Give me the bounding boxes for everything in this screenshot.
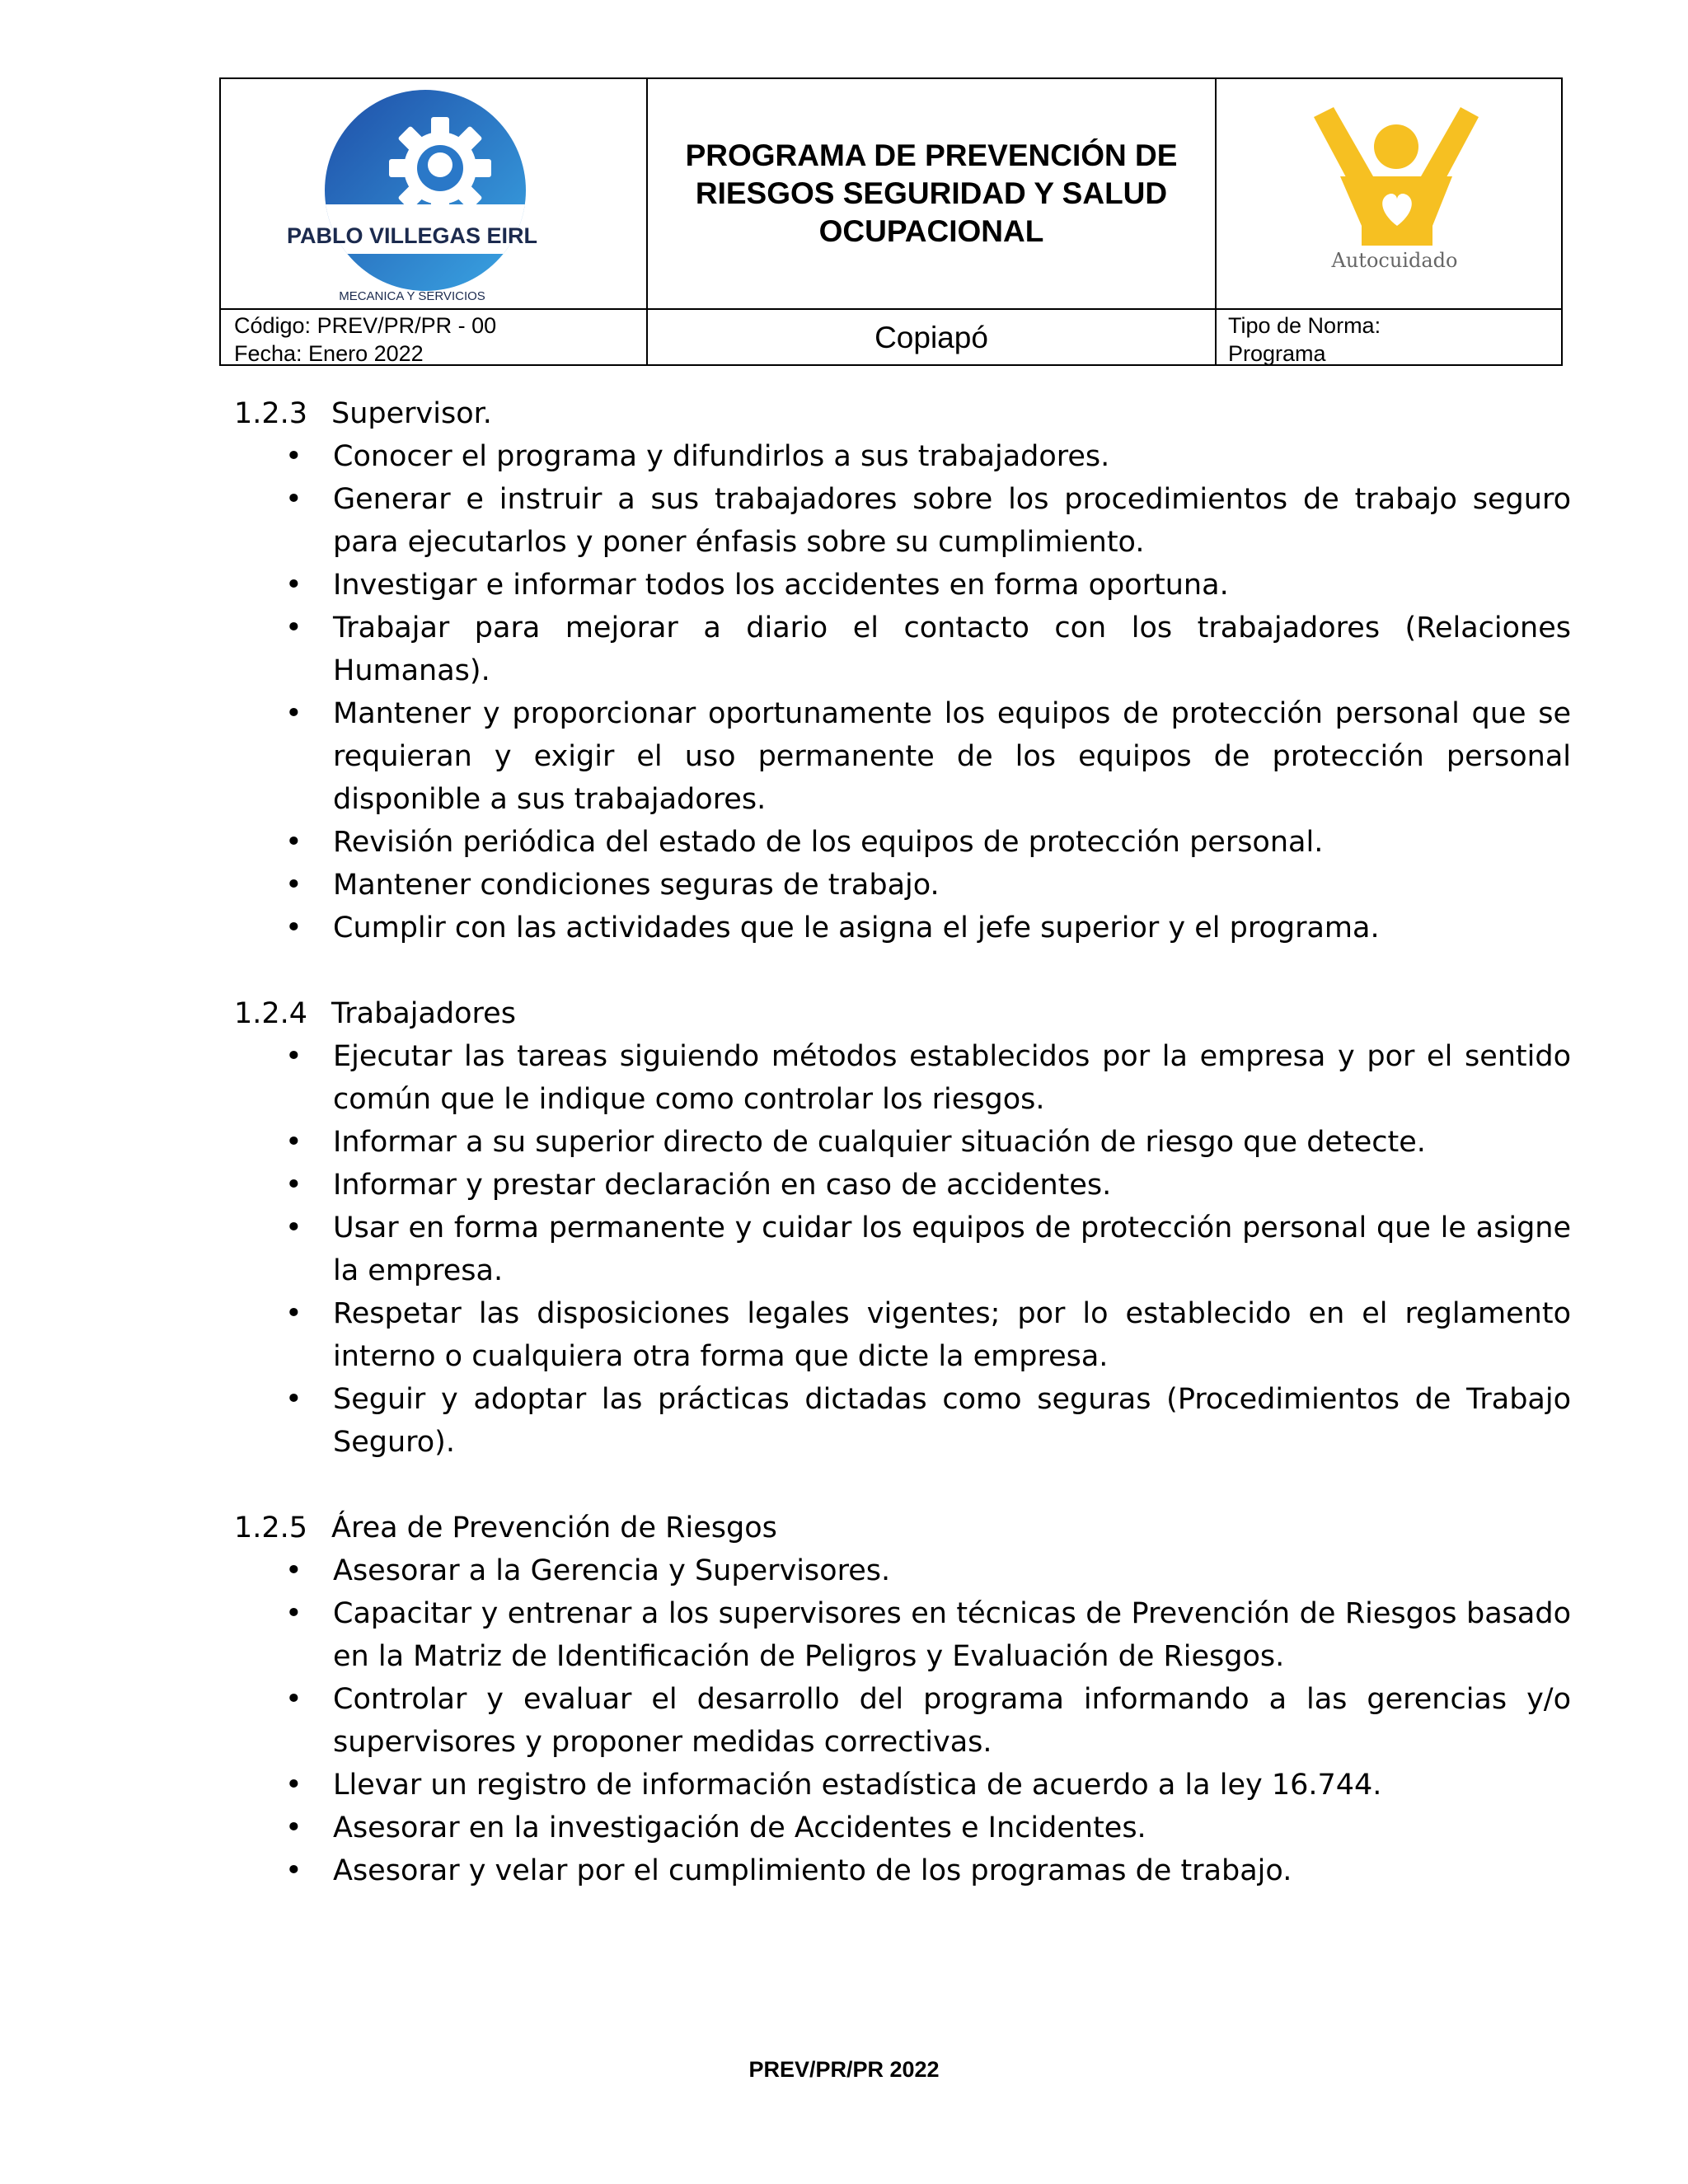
list-item-text: Asesorar en la investigación de Accidentes e Incidentes. (333, 1811, 1146, 1844)
bullet-icon: • (285, 1212, 302, 1244)
section-title: Supervisor. (331, 397, 492, 430)
list-item-text: Generar e instruir a sus trabajadores sobre los procedimientos de trabajo seguro para ejecutarlos y poner énfasis sobre su cumplimiento. (333, 483, 1571, 559)
list-item-text: Controlar y evaluar el desarrollo del programa informando a las gerencias y/o supervisores y proponer medidas correctivas. (333, 1683, 1571, 1759)
bullet-icon: • (285, 1297, 302, 1330)
list-item (234, 1592, 1571, 1678)
list-item (234, 1121, 1571, 1164)
bullet-icon: • (285, 440, 302, 473)
list-item-text: Capacitar y entrenar a los supervisores en técnicas de Prevención de Riesgos basado en la Matriz de Identificación de Peligros y Evaluación de Riesgos. (333, 1597, 1571, 1673)
list-item-text: Ejecutar las tareas siguiendo métodos establecidos por la empresa y por el sentido común que le indique como controlar los riesgos. (333, 1040, 1571, 1116)
company-name: PABLO VILLEGAS EIRL (286, 223, 538, 248)
list-item (234, 907, 1571, 949)
list-item-text: Informar y prestar declaración en caso de accidentes. (333, 1169, 1112, 1202)
list-item-text: Asesorar a la Gerencia y Supervisores. (333, 1554, 891, 1587)
list-item (234, 1164, 1571, 1207)
section-spacer (234, 1464, 1571, 1507)
list-item (234, 692, 1571, 821)
list-item (234, 1849, 1571, 1892)
bullet-icon: • (285, 1383, 302, 1416)
list-item-text: Seguir y adoptar las prácticas dictadas como seguras (Procedimientos de Trabajo Seguro). (333, 1383, 1571, 1459)
page-footer: PREV/PR/PR 2022 (748, 2057, 940, 2082)
section-title: Trabajadores (331, 997, 516, 1030)
section-heading (234, 392, 1571, 435)
document-title-cell (648, 79, 1215, 308)
section-spacer (234, 949, 1571, 992)
document-date: Fecha: Enero 2022 (234, 341, 424, 366)
bullet-list (234, 435, 1571, 949)
section-heading (234, 992, 1571, 1035)
list-item-text: Asesorar y velar por el cumplimiento de los programas de trabajo. (333, 1854, 1292, 1887)
bullet-icon: • (285, 1769, 302, 1802)
norm-type-label: Tipo de Norma: (1228, 313, 1381, 338)
bullet-icon: • (285, 1597, 302, 1630)
list-item (234, 478, 1571, 564)
list-item (234, 1678, 1571, 1764)
list-item (234, 564, 1571, 607)
autocuidado-figure-icon (1217, 79, 1563, 308)
document-location: Copiapó (874, 321, 988, 354)
bullet-icon: • (285, 1040, 302, 1073)
list-item (234, 1764, 1571, 1807)
list-item (234, 864, 1571, 907)
bullet-icon: • (285, 697, 302, 730)
list-item (234, 1207, 1571, 1292)
list-item (234, 435, 1571, 478)
list-item-text: Respetar las disposiciones legales vigentes; por lo establecido en el reglamento interno o cualquiera otra forma que dicte la empresa. (333, 1297, 1571, 1373)
list-item-text: Investigar e informar todos los accidentes en forma oportuna. (333, 569, 1229, 602)
section-title: Área de Prevención de Riesgos (331, 1511, 777, 1544)
list-item-text: Informar a su superior directo de cualquier situación de riesgo que detecte. (333, 1126, 1426, 1159)
company-logo-graphic (221, 79, 646, 308)
document-norm-type (1228, 312, 1558, 368)
document-body (234, 392, 1571, 1892)
list-item-text: Llevar un registro de información estadística de acuerdo a la ley 16.744. (333, 1769, 1382, 1802)
document-code-date (234, 312, 638, 368)
list-item-text: Cumplir con las actividades que le asigna el jefe superior y el programa. (333, 912, 1380, 944)
list-item (234, 607, 1571, 692)
company-logo (221, 79, 646, 308)
list-item (234, 1292, 1571, 1378)
list-item-text: Mantener condiciones seguras de trabajo. (333, 869, 940, 902)
bullet-icon: • (285, 1554, 302, 1587)
section-trabajadores (234, 992, 1571, 1464)
list-item (234, 1807, 1571, 1849)
document-title: PROGRAMA DE PREVENCIÓN DE RIESGOS SEGURIDAD Y SALUD OCUPACIONAL (685, 138, 1178, 248)
section-supervisor (234, 392, 1571, 949)
list-item-text: Revisión periódica del estado de los equipos de protección personal. (333, 826, 1324, 859)
list-item-text: Mantener y proporcionar oportunamente los equipos de protección personal que se requieran y exigir el uso permanente de los equipos de protección personal disponible a sus trabajadores. (333, 697, 1571, 816)
bullet-icon: • (285, 869, 302, 902)
document-header-table (219, 77, 1563, 366)
bullet-icon: • (285, 612, 302, 644)
bullet-icon: • (285, 569, 302, 602)
bullet-icon: • (285, 483, 302, 516)
gear-icon (389, 117, 491, 219)
bullet-icon: • (285, 1169, 302, 1202)
bullet-icon: • (285, 912, 302, 944)
list-item (234, 821, 1571, 864)
section-area-prevencion (234, 1507, 1571, 1892)
bullet-icon: • (285, 1811, 302, 1844)
section-number: 1.2.4 (234, 997, 308, 1030)
autocuidado-logo (1217, 79, 1563, 308)
section-heading (234, 1507, 1571, 1549)
list-item (234, 1378, 1571, 1464)
norm-type-value: Programa (1228, 341, 1326, 366)
bullet-list (234, 1035, 1571, 1464)
list-item (234, 1549, 1571, 1592)
autocuidado-text: Autocuidado (1331, 249, 1458, 272)
list-item-text: Usar en forma permanente y cuidar los equipos de protección personal que le asigne la empresa. (333, 1212, 1571, 1287)
section-number: 1.2.3 (234, 397, 308, 430)
list-item-text: Trabajar para mejorar a diario el contacto con los trabajadores (Relaciones Humanas). (333, 612, 1571, 687)
company-subtitle: MECANICA Y SERVICIOS (339, 289, 485, 303)
bullet-icon: • (285, 1854, 302, 1887)
bullet-icon: • (285, 826, 302, 859)
bullet-icon: • (285, 1126, 302, 1159)
list-item (234, 1035, 1571, 1121)
bullet-icon: • (285, 1683, 302, 1716)
section-number: 1.2.5 (234, 1511, 308, 1544)
bullet-list (234, 1549, 1571, 1892)
list-item-text: Conocer el programa y difundirlos a sus trabajadores. (333, 440, 1110, 473)
document-code: Código: PREV/PR/PR - 00 (234, 313, 497, 338)
